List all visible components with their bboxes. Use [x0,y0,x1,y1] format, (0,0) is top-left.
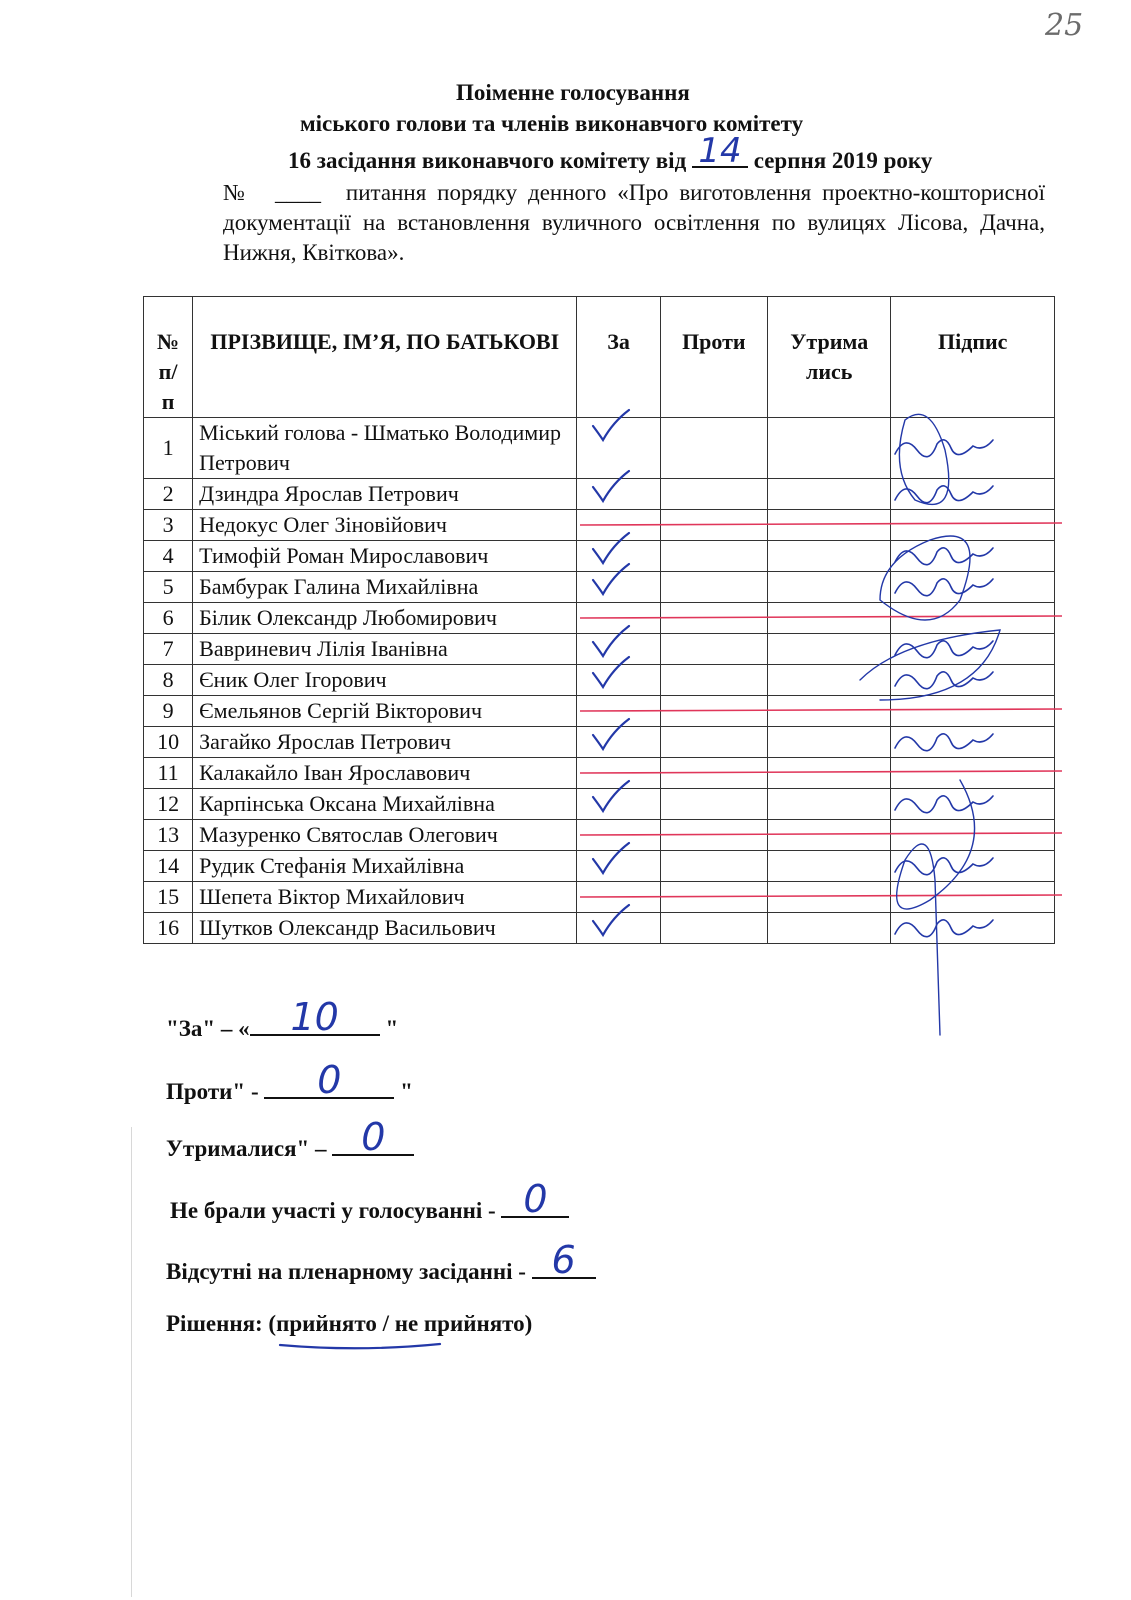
summary-proti-blank [264,1058,394,1102]
row-member-name: Дзиндра Ярослав Петрович [193,479,577,510]
absent-strike-line [580,771,1062,773]
absent-strike-line [580,616,1062,618]
row-number: 16 [144,913,193,944]
row-number: 3 [144,510,193,541]
scan-margin-line [131,1127,132,1597]
summary-rishennia-options: (прийнято / не прийнято) [268,1311,533,1336]
summary-utr-label: Утрималися" – [166,1136,327,1161]
summary-rishennia [166,1311,532,1337]
summary-za-blank [250,995,380,1039]
summary-ne-braly [170,1177,569,1224]
row-member-name: Єник Олег Ігорович [193,665,577,696]
row-number: 1 [144,418,193,479]
summary-za-label: "За" – « [166,1016,250,1041]
row-member-name: Ємельянов Сергій Вікторович [193,696,577,727]
summary-proti-value: 0 [317,1058,342,1102]
row-member-name: Шутков Олександр Васильович [193,913,577,944]
summary-utr-value: 0 [361,1115,386,1159]
row-member-name: Бамбурак Галина Михайлівна [193,572,577,603]
summary-nebraly-value: 0 [523,1177,548,1221]
signature-scribble [895,858,993,875]
summary-nebraly-blank [501,1177,569,1221]
agenda-num-blank: ____ [275,180,322,205]
row-member-name: Міський голова - Шматько Володимир Петрович [193,418,577,479]
page-number: 25 [1045,8,1084,43]
row-member-name: Тимофій Роман Мирославович [193,541,577,572]
signature-scribble [895,734,993,751]
row-member-name: Карпінська Оксана Михайлівна [193,789,577,820]
header-utr: Утрима лись [768,297,891,418]
signature-scribble [895,486,993,503]
document-title: Поіменне голосування [456,80,690,105]
agenda-text: питання порядку денного «Про виготовлення проектно-кошторисної документації на встановлення вуличного освітлення по вулицях Лісова, Дачна, Нижня, Квіткова». [223,180,1046,265]
signature-scribble [895,796,993,813]
meeting-date-prefix: 16 засідання виконавчого комітету від [288,148,687,173]
row-member-name: Вавриневич Лілія Іванівна [193,634,577,665]
summary-utrymalysia [166,1115,414,1162]
meeting-day-handwritten: 14 [698,131,742,171]
row-number: 11 [144,758,193,789]
header-num: № п/ п [144,297,193,418]
decision-underline [280,1344,440,1348]
summary-vidsutni [166,1238,596,1285]
row-number: 9 [144,696,193,727]
row-number: 2 [144,479,193,510]
signature-scribble [895,920,993,937]
row-number: 12 [144,789,193,820]
row-number: 13 [144,820,193,851]
row-number: 8 [144,665,193,696]
absent-strike-line [580,709,1062,711]
row-number: 4 [144,541,193,572]
summary-proti [166,1058,413,1105]
row-member-name: Мазуренко Святослав Олегович [193,820,577,851]
summary-proti-label: Проти" - [166,1079,259,1104]
row-number: 6 [144,603,193,634]
row-number: 10 [144,727,193,758]
summary-utr-blank [332,1115,414,1159]
row-member-name: Загайко Ярослав Петрович [193,727,577,758]
row-number: 7 [144,634,193,665]
summary-vidsutni-blank [532,1238,596,1282]
absent-strike-line [580,895,1062,897]
row-number: 5 [144,572,193,603]
row-member-name: Недокус Олег Зіновійович [193,510,577,541]
header-proti: Проти [660,297,767,418]
header-name: ПРІЗВИЩЕ, ІМ’Я, ПО БАТЬКОВІ [193,297,577,418]
summary-za [166,995,399,1042]
row-number: 15 [144,882,193,913]
agenda-num-sign: № [223,180,251,205]
header-za: За [577,297,660,418]
row-number: 14 [144,851,193,882]
summary-rishennia-label: Рішення: [166,1311,263,1336]
signature-scribble [895,579,993,596]
summary-proti-end: " [400,1079,413,1104]
summary-vidsutni-label: Відсутні на пленарному засіданні - [166,1259,526,1284]
row-member-name: Калакайло Іван Ярославович [193,758,577,789]
summary-za-value: 10 [290,995,339,1039]
row-member-name: Білик Олександр Любомирович [193,603,577,634]
absent-strike-line [580,523,1062,525]
document-subtitle: міського голови та членів виконавчого комітету [300,111,804,136]
row-member-name: Рудик Стефанія Михайлівна [193,851,577,882]
signature-scribble [895,672,993,689]
absent-strike-line [580,833,1062,835]
row-member-name: Шепета Віктор Михайлович [193,882,577,913]
signature-flourish [860,414,1000,1035]
summary-nebraly-label: Не брали участі у голосуванні - [170,1198,496,1223]
summary-vidsutni-value: 6 [551,1238,576,1282]
header-signature: Підпис [891,297,1055,418]
summary-za-end: " [385,1016,399,1041]
meeting-date-suffix: серпня 2019 року [753,148,933,173]
